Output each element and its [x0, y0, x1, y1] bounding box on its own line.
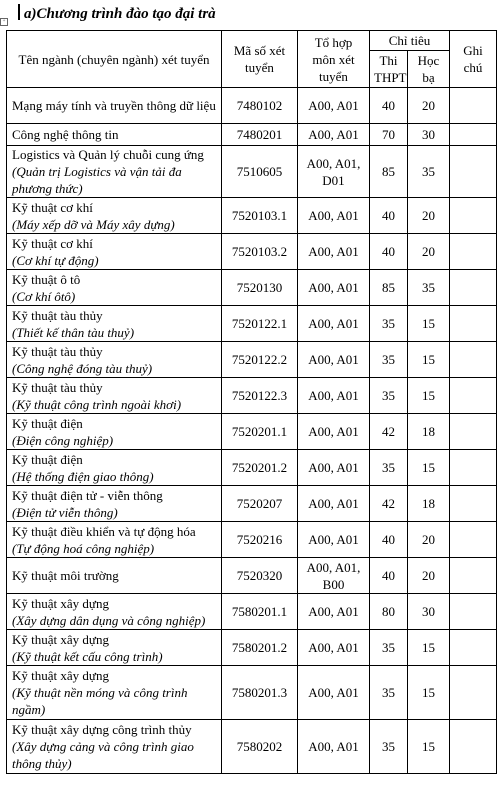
note-cell	[450, 342, 497, 378]
program-name: Kỹ thuật xây dựng	[12, 668, 109, 683]
header-hocba: Học bạ	[408, 51, 450, 88]
table-row	[7, 270, 497, 306]
program-code-cell: 7580201.1	[222, 594, 298, 630]
table-row	[7, 720, 497, 774]
note-cell	[450, 378, 497, 414]
note-cell	[450, 146, 497, 198]
quota-hocba-cell: 15	[408, 666, 450, 720]
note-cell	[450, 630, 497, 666]
program-code-cell: 7580202	[222, 720, 298, 774]
quota-hocba-cell: 15	[408, 630, 450, 666]
quota-hocba-cell: 15	[408, 342, 450, 378]
program-code-cell: 7520103.1	[222, 198, 298, 234]
subject-combo-cell: A00, A01	[298, 594, 370, 630]
quota-hocba-cell: 18	[408, 414, 450, 450]
header-quota: Chỉ tiêu	[370, 31, 450, 51]
program-name-cell	[7, 124, 222, 146]
quota-thpt-cell: 40	[370, 198, 408, 234]
program-name: Kỹ thuật tàu thủy	[12, 343, 103, 359]
note-cell	[450, 414, 497, 450]
program-name: Kỹ thuật môi trường	[12, 568, 119, 583]
quota-thpt-cell: 35	[370, 720, 408, 774]
subject-combo-cell: A00, A01	[298, 630, 370, 666]
program-code-cell: 7520130	[222, 270, 298, 306]
subject-combo-cell: A00, A01	[298, 270, 370, 306]
program-code-cell: 7520320	[222, 558, 298, 594]
table-row	[7, 124, 497, 146]
program-specialization: (Kỹ thuật công trình ngoài khơi)	[12, 396, 182, 412]
program-name-cell	[7, 234, 222, 270]
note-cell	[450, 234, 497, 270]
program-name: Kỹ thuật điện	[12, 451, 83, 467]
header-thpt: Thi THPT	[370, 51, 408, 88]
program-name: Kỹ thuật tàu thủy	[12, 307, 103, 323]
quota-hocba-cell: 35	[408, 146, 450, 198]
program-specialization: (Điện tử viễn thông)	[12, 504, 118, 520]
subject-combo-cell: A00, A01	[298, 198, 370, 234]
program-specialization: (Thiết kế thân tàu thuỷ)	[12, 324, 135, 340]
quota-hocba-cell: 35	[408, 270, 450, 306]
program-name-cell	[7, 146, 222, 198]
table-row	[7, 522, 497, 558]
subject-combo-cell: A00, A01	[298, 450, 370, 486]
program-name: Kỹ thuật cơ khí	[12, 235, 93, 251]
program-name: Kỹ thuật điện tử - viễn thông	[12, 487, 163, 503]
header-note: Ghi chú	[450, 31, 497, 88]
subject-combo-cell: A00, A01	[298, 306, 370, 342]
program-name-cell	[7, 522, 222, 558]
note-cell	[450, 124, 497, 146]
quota-thpt-cell: 40	[370, 88, 408, 124]
program-specialization: (Quản trị Logistics và vận tải đa phương thức)	[12, 164, 182, 196]
note-cell	[450, 270, 497, 306]
table-row	[7, 198, 497, 234]
note-cell	[450, 450, 497, 486]
quota-thpt-cell: 40	[370, 234, 408, 270]
quota-thpt-cell: 80	[370, 594, 408, 630]
table-row	[7, 450, 497, 486]
program-name-cell	[7, 486, 222, 522]
note-cell	[450, 88, 497, 124]
subject-combo-cell: A00, A01, B00	[298, 558, 370, 594]
table-body	[7, 88, 497, 774]
program-name: Kỹ thuật xây dựng công trình thủy	[12, 722, 192, 737]
quota-hocba-cell: 20	[408, 88, 450, 124]
program-specialization: (Xây dựng cảng và công trình giao thông thủy)	[12, 739, 194, 771]
program-name-cell	[7, 88, 222, 124]
table-move-handle-icon[interactable]: +	[0, 18, 8, 26]
quota-thpt-cell: 35	[370, 342, 408, 378]
table-row	[7, 88, 497, 124]
program-specialization: (Cơ khí ôtô)	[12, 288, 76, 304]
subject-combo-cell: A00, A01	[298, 522, 370, 558]
table-row	[7, 378, 497, 414]
note-cell	[450, 486, 497, 522]
table-row	[7, 558, 497, 594]
program-code-cell: 7520201.1	[222, 414, 298, 450]
admission-table	[6, 30, 497, 774]
note-cell	[450, 594, 497, 630]
header-name: Tên ngành (chuyên ngành) xét tuyển	[7, 31, 222, 88]
quota-hocba-cell: 15	[408, 720, 450, 774]
program-specialization: (Kỹ thuật nền móng và công trình ngầm)	[12, 685, 188, 717]
quota-thpt-cell: 70	[370, 124, 408, 146]
program-code-cell: 7510605	[222, 146, 298, 198]
quota-thpt-cell: 85	[370, 146, 408, 198]
program-specialization: (Tự động hoá công nghiệp)	[12, 540, 155, 556]
program-name-cell	[7, 720, 222, 774]
table-row	[7, 594, 497, 630]
subject-combo-cell: A00, A01	[298, 342, 370, 378]
program-specialization: (Hệ thống điện giao thông)	[12, 468, 154, 484]
subject-combo-cell: A00, A01	[298, 234, 370, 270]
quota-thpt-cell: 35	[370, 630, 408, 666]
table-row	[7, 306, 497, 342]
program-code-cell: 7520207	[222, 486, 298, 522]
quota-hocba-cell: 15	[408, 378, 450, 414]
table-row	[7, 630, 497, 666]
program-name: Kỹ thuật ô tô	[12, 271, 81, 287]
quota-thpt-cell: 40	[370, 558, 408, 594]
quota-hocba-cell: 18	[408, 486, 450, 522]
program-name-cell	[7, 450, 222, 486]
program-code-cell: 7580201.2	[222, 630, 298, 666]
heading-bar	[18, 4, 20, 20]
quota-hocba-cell: 20	[408, 558, 450, 594]
quota-hocba-cell: 15	[408, 450, 450, 486]
program-name: Kỹ thuật điều khiển và tự động hóa	[12, 523, 196, 539]
quota-thpt-cell: 35	[370, 666, 408, 720]
subject-combo-cell: A00, A01	[298, 414, 370, 450]
heading-text: a)Chương trình đào tạo đại trà	[24, 6, 216, 22]
program-code-cell: 7480201	[222, 124, 298, 146]
subject-combo-cell: A00, A01	[298, 378, 370, 414]
program-specialization: (Xây dựng dân dụng và công nghiệp)	[12, 612, 206, 628]
quota-hocba-cell: 30	[408, 124, 450, 146]
program-name: Công nghệ thông tin	[12, 127, 119, 142]
program-code-cell: 7520216	[222, 522, 298, 558]
program-name: Kỹ thuật xây dựng	[12, 631, 109, 647]
quota-thpt-cell: 85	[370, 270, 408, 306]
program-name: Kỹ thuật xây dựng	[12, 595, 109, 611]
quota-thpt-cell: 40	[370, 522, 408, 558]
program-name-cell	[7, 198, 222, 234]
program-name-cell	[7, 378, 222, 414]
program-name-cell	[7, 666, 222, 720]
program-specialization: (Công nghệ đóng tàu thuỷ)	[12, 360, 153, 376]
subject-combo-cell: A00, A01, D01	[298, 146, 370, 198]
table-row	[7, 234, 497, 270]
program-name: Mạng máy tính và truyền thông dữ liệu	[12, 98, 216, 113]
program-specialization: (Kỹ thuật kết cấu công trình)	[12, 648, 163, 664]
quota-hocba-cell: 20	[408, 522, 450, 558]
note-cell	[450, 198, 497, 234]
quota-hocba-cell: 20	[408, 234, 450, 270]
quota-hocba-cell: 30	[408, 594, 450, 630]
table-row	[7, 414, 497, 450]
table-row	[7, 666, 497, 720]
program-code-cell: 7520201.2	[222, 450, 298, 486]
subject-combo-cell: A00, A01	[298, 88, 370, 124]
quota-hocba-cell: 15	[408, 306, 450, 342]
program-name-cell	[7, 558, 222, 594]
note-cell	[450, 306, 497, 342]
subject-combo-cell: A00, A01	[298, 666, 370, 720]
header-combo: Tổ hợp môn xét tuyển	[298, 31, 370, 88]
subject-combo-cell: A00, A01	[298, 486, 370, 522]
program-name-cell	[7, 270, 222, 306]
table-row	[7, 342, 497, 378]
program-name: Logistics và Quản lý chuỗi cung ứng	[12, 147, 204, 162]
note-cell	[450, 558, 497, 594]
note-cell	[450, 522, 497, 558]
program-specialization: (Cơ khí tự động)	[12, 252, 99, 268]
quota-thpt-cell: 42	[370, 414, 408, 450]
program-name: Kỹ thuật điện	[12, 415, 83, 431]
quota-thpt-cell: 35	[370, 378, 408, 414]
program-name-cell	[7, 594, 222, 630]
quota-hocba-cell: 20	[408, 198, 450, 234]
quota-thpt-cell: 35	[370, 306, 408, 342]
table-row	[7, 146, 497, 198]
program-code-cell: 7480102	[222, 88, 298, 124]
program-name: Kỹ thuật tàu thủy	[12, 379, 103, 395]
header-code: Mã số xét tuyển	[222, 31, 298, 88]
program-name-cell	[7, 414, 222, 450]
program-name: Kỹ thuật cơ khí	[12, 199, 93, 215]
note-cell	[450, 720, 497, 774]
table-row	[7, 486, 497, 522]
program-code-cell: 7520122.2	[222, 342, 298, 378]
quota-thpt-cell: 42	[370, 486, 408, 522]
program-name-cell	[7, 630, 222, 666]
program-code-cell: 7520122.3	[222, 378, 298, 414]
program-name-cell	[7, 306, 222, 342]
program-code-cell: 7580201.3	[222, 666, 298, 720]
program-code-cell: 7520122.1	[222, 306, 298, 342]
program-specialization: (Điện công nghiệp)	[12, 432, 114, 448]
subject-combo-cell: A00, A01	[298, 720, 370, 774]
subject-combo-cell: A00, A01	[298, 124, 370, 146]
program-specialization: (Máy xếp dỡ và Máy xây dựng)	[12, 216, 175, 232]
program-code-cell: 7520103.2	[222, 234, 298, 270]
program-name-cell	[7, 342, 222, 378]
quota-thpt-cell: 35	[370, 450, 408, 486]
note-cell	[450, 666, 497, 720]
section-heading	[18, 4, 216, 23]
